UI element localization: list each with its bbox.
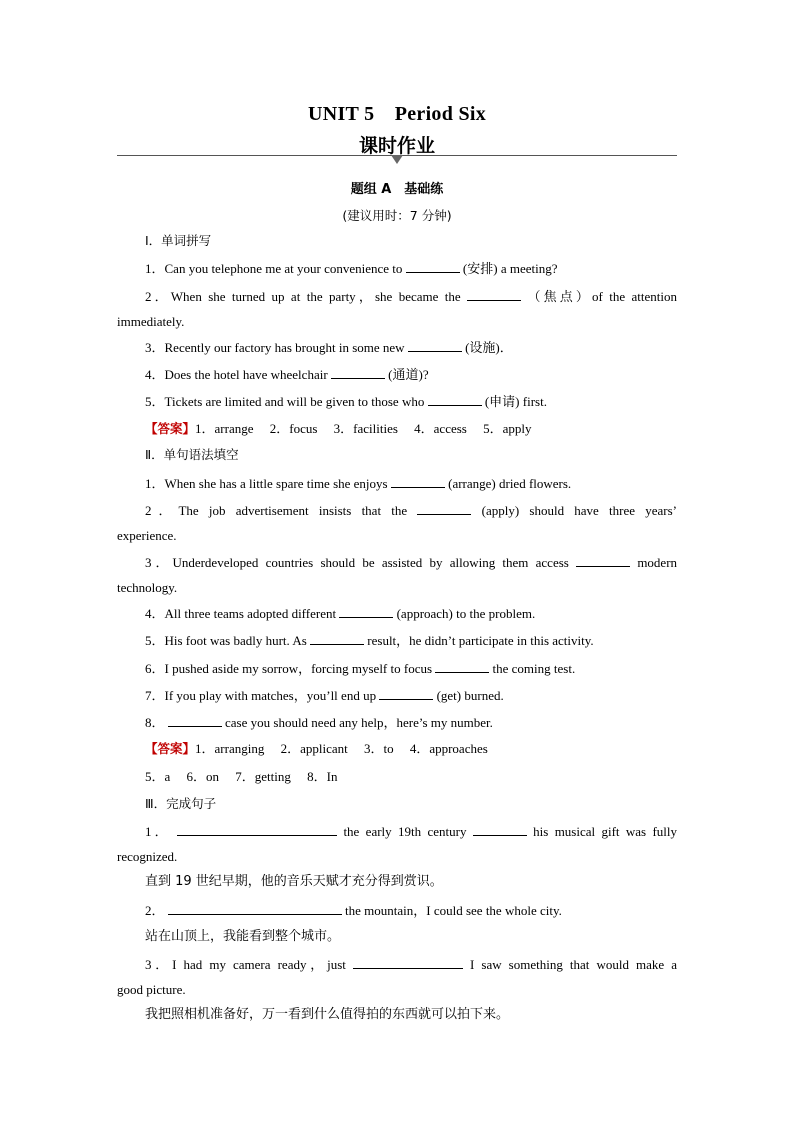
s2-q4-text: 4．All three teams adopted different [145, 606, 337, 621]
section3-heading: Ⅲ．完成句子 [145, 796, 217, 811]
s1-q2-blank[interactable] [467, 288, 521, 301]
s3-q1-blank-2[interactable] [473, 823, 527, 836]
s3-q3-text: 3．I had my camera ready，just [145, 957, 346, 972]
s3-q2-number: 2． [145, 903, 165, 918]
s2-question-5 [117, 632, 677, 649]
s3-q1-text: the early 19th century [343, 824, 467, 839]
s2-q4-text-end: (approach) to the problem. [396, 606, 536, 621]
s1-question-4 [117, 366, 677, 383]
s1-q5-text-end: (申请) first. [484, 394, 547, 409]
answer-tag: 【答案】 [145, 421, 196, 436]
s2-q1-blank[interactable] [391, 475, 445, 488]
page-subtitle: 课时作业 [358, 135, 435, 157]
s2-q5-blank[interactable] [310, 632, 364, 645]
s2-q3-continued: technology. [117, 580, 178, 595]
s1-answers [117, 421, 677, 437]
s2-question-2 [117, 502, 677, 519]
s3-q2-chinese: 站在山顶上，我能看到整个城市。 [145, 929, 341, 944]
s1-answer-list: 1．arrange 2．focus 3．facilities 4．access 5．apply [195, 421, 532, 436]
s2-q2-text-end: (apply) should have three years’ [481, 503, 678, 518]
divider-triangle-icon [391, 155, 403, 164]
s3-q1-text-end: his musical gift was fully [533, 824, 678, 839]
s3-q2-text: the mountain，I could see the whole city. [345, 903, 562, 918]
s2-q3-blank[interactable] [576, 554, 630, 567]
s3-q2-blank[interactable] [168, 902, 342, 915]
s3-question-2 [117, 902, 677, 919]
s3-q3-continued: good picture. [117, 982, 186, 997]
s2-question-3 [117, 554, 677, 571]
s1-q4-text: 4．Does the hotel have wheelchair [145, 367, 328, 382]
s2-answer-list: 1．arranging 2．applicant 3．to 4．approaches [195, 741, 488, 756]
s3-question-3 [117, 956, 677, 973]
s2-q2-text: 2．The job advertisement insists that the [145, 503, 408, 518]
group-heading: 题组 A 基础练 [350, 182, 444, 197]
s2-q7-text-end: (get) burned. [436, 688, 504, 703]
s2-q4-blank[interactable] [339, 605, 393, 618]
s1-question-2 [117, 288, 677, 305]
s2-q3-text: 3．Underdeveloped countries should be assisted by allowing them access [145, 555, 569, 570]
s3-q1-blank-1[interactable] [177, 823, 337, 836]
suggested-time: (建议用时：7 分钟) [342, 208, 452, 223]
s2-q8-blank[interactable] [168, 714, 222, 727]
s2-q6-text: 6．I pushed aside my sorrow，forcing myself to focus [145, 661, 433, 676]
s1-q2-continued: immediately. [117, 314, 185, 329]
s2-q5-text: 5．His foot was badly hurt. As [145, 633, 307, 648]
s2-answers-continued: 5．a 6．on 7．getting 8．In [145, 769, 338, 784]
s1-q1-text: 1．Can you telephone me at your convenience to [145, 261, 403, 276]
s1-question-3 [117, 339, 677, 356]
s2-q5-text-end: result，he didn’t participate in this activity. [367, 633, 594, 648]
s1-question-1 [117, 260, 677, 277]
s2-q1-text: 1．When she has a little spare time she enjoys [145, 476, 388, 491]
s1-question-5 [117, 393, 677, 410]
s1-q3-text-end: (设施)． [465, 340, 513, 355]
s2-answers [117, 741, 677, 757]
s2-question-6 [117, 660, 677, 677]
s2-q7-text: 7．If you play with matches，you’ll end up [145, 688, 377, 703]
s2-q8-text-end: case you should need any help，here’s my number. [225, 715, 493, 730]
s2-question-4 [117, 605, 677, 622]
s3-q1-number: 1． [145, 824, 171, 839]
s1-q2-text: 2．When she turned up at the party，she became the [145, 289, 461, 304]
section1-heading: Ⅰ．单词拼写 [145, 233, 212, 248]
s2-question-8 [117, 714, 677, 731]
s1-q3-text: 3．Recently our factory has brought in some new [145, 340, 405, 355]
section2-heading: Ⅱ．单句语法填空 [145, 447, 239, 462]
s2-q6-text-end: the coming test. [492, 661, 576, 676]
s2-question-7 [117, 687, 677, 704]
s2-q7-blank[interactable] [379, 687, 433, 700]
s2-q1-text-end: (arrange) dried flowers. [448, 476, 572, 491]
s1-q5-blank[interactable] [428, 393, 482, 406]
s2-question-1 [117, 475, 677, 492]
s3-q3-text-end: I saw something that would make a [470, 957, 677, 972]
answer-tag: 【答案】 [145, 741, 196, 756]
s1-q5-text: 5．Tickets are limited and will be given to those who [145, 394, 425, 409]
s3-question-1 [117, 823, 677, 840]
s2-q6-blank[interactable] [435, 660, 489, 673]
s1-q1-text-end: (安排) a meeting? [462, 261, 558, 276]
s1-q2-text-end: （焦点）of the attention [527, 289, 678, 304]
s3-q1-continued: recognized. [117, 849, 178, 864]
s1-q4-text-end: (通道)? [388, 367, 429, 382]
s3-q3-blank[interactable] [353, 956, 463, 969]
s1-q3-blank[interactable] [408, 339, 462, 352]
s2-q3-text-end: modern [637, 555, 678, 570]
page-title: UNIT 5 Period Six [307, 103, 487, 125]
s3-q3-chinese: 我把照相机准备好，万一看到什么值得拍的东西就可以拍下来。 [145, 1007, 510, 1022]
s2-q2-blank[interactable] [417, 502, 471, 515]
s2-q2-continued: experience. [117, 528, 177, 543]
s3-q1-chinese: 直到 19 世纪早期，他的音乐天赋才充分得到赏识。 [145, 874, 443, 889]
s1-q1-blank[interactable] [406, 260, 460, 273]
s2-q8-text: 8． [145, 715, 165, 730]
s1-q4-blank[interactable] [331, 366, 385, 379]
